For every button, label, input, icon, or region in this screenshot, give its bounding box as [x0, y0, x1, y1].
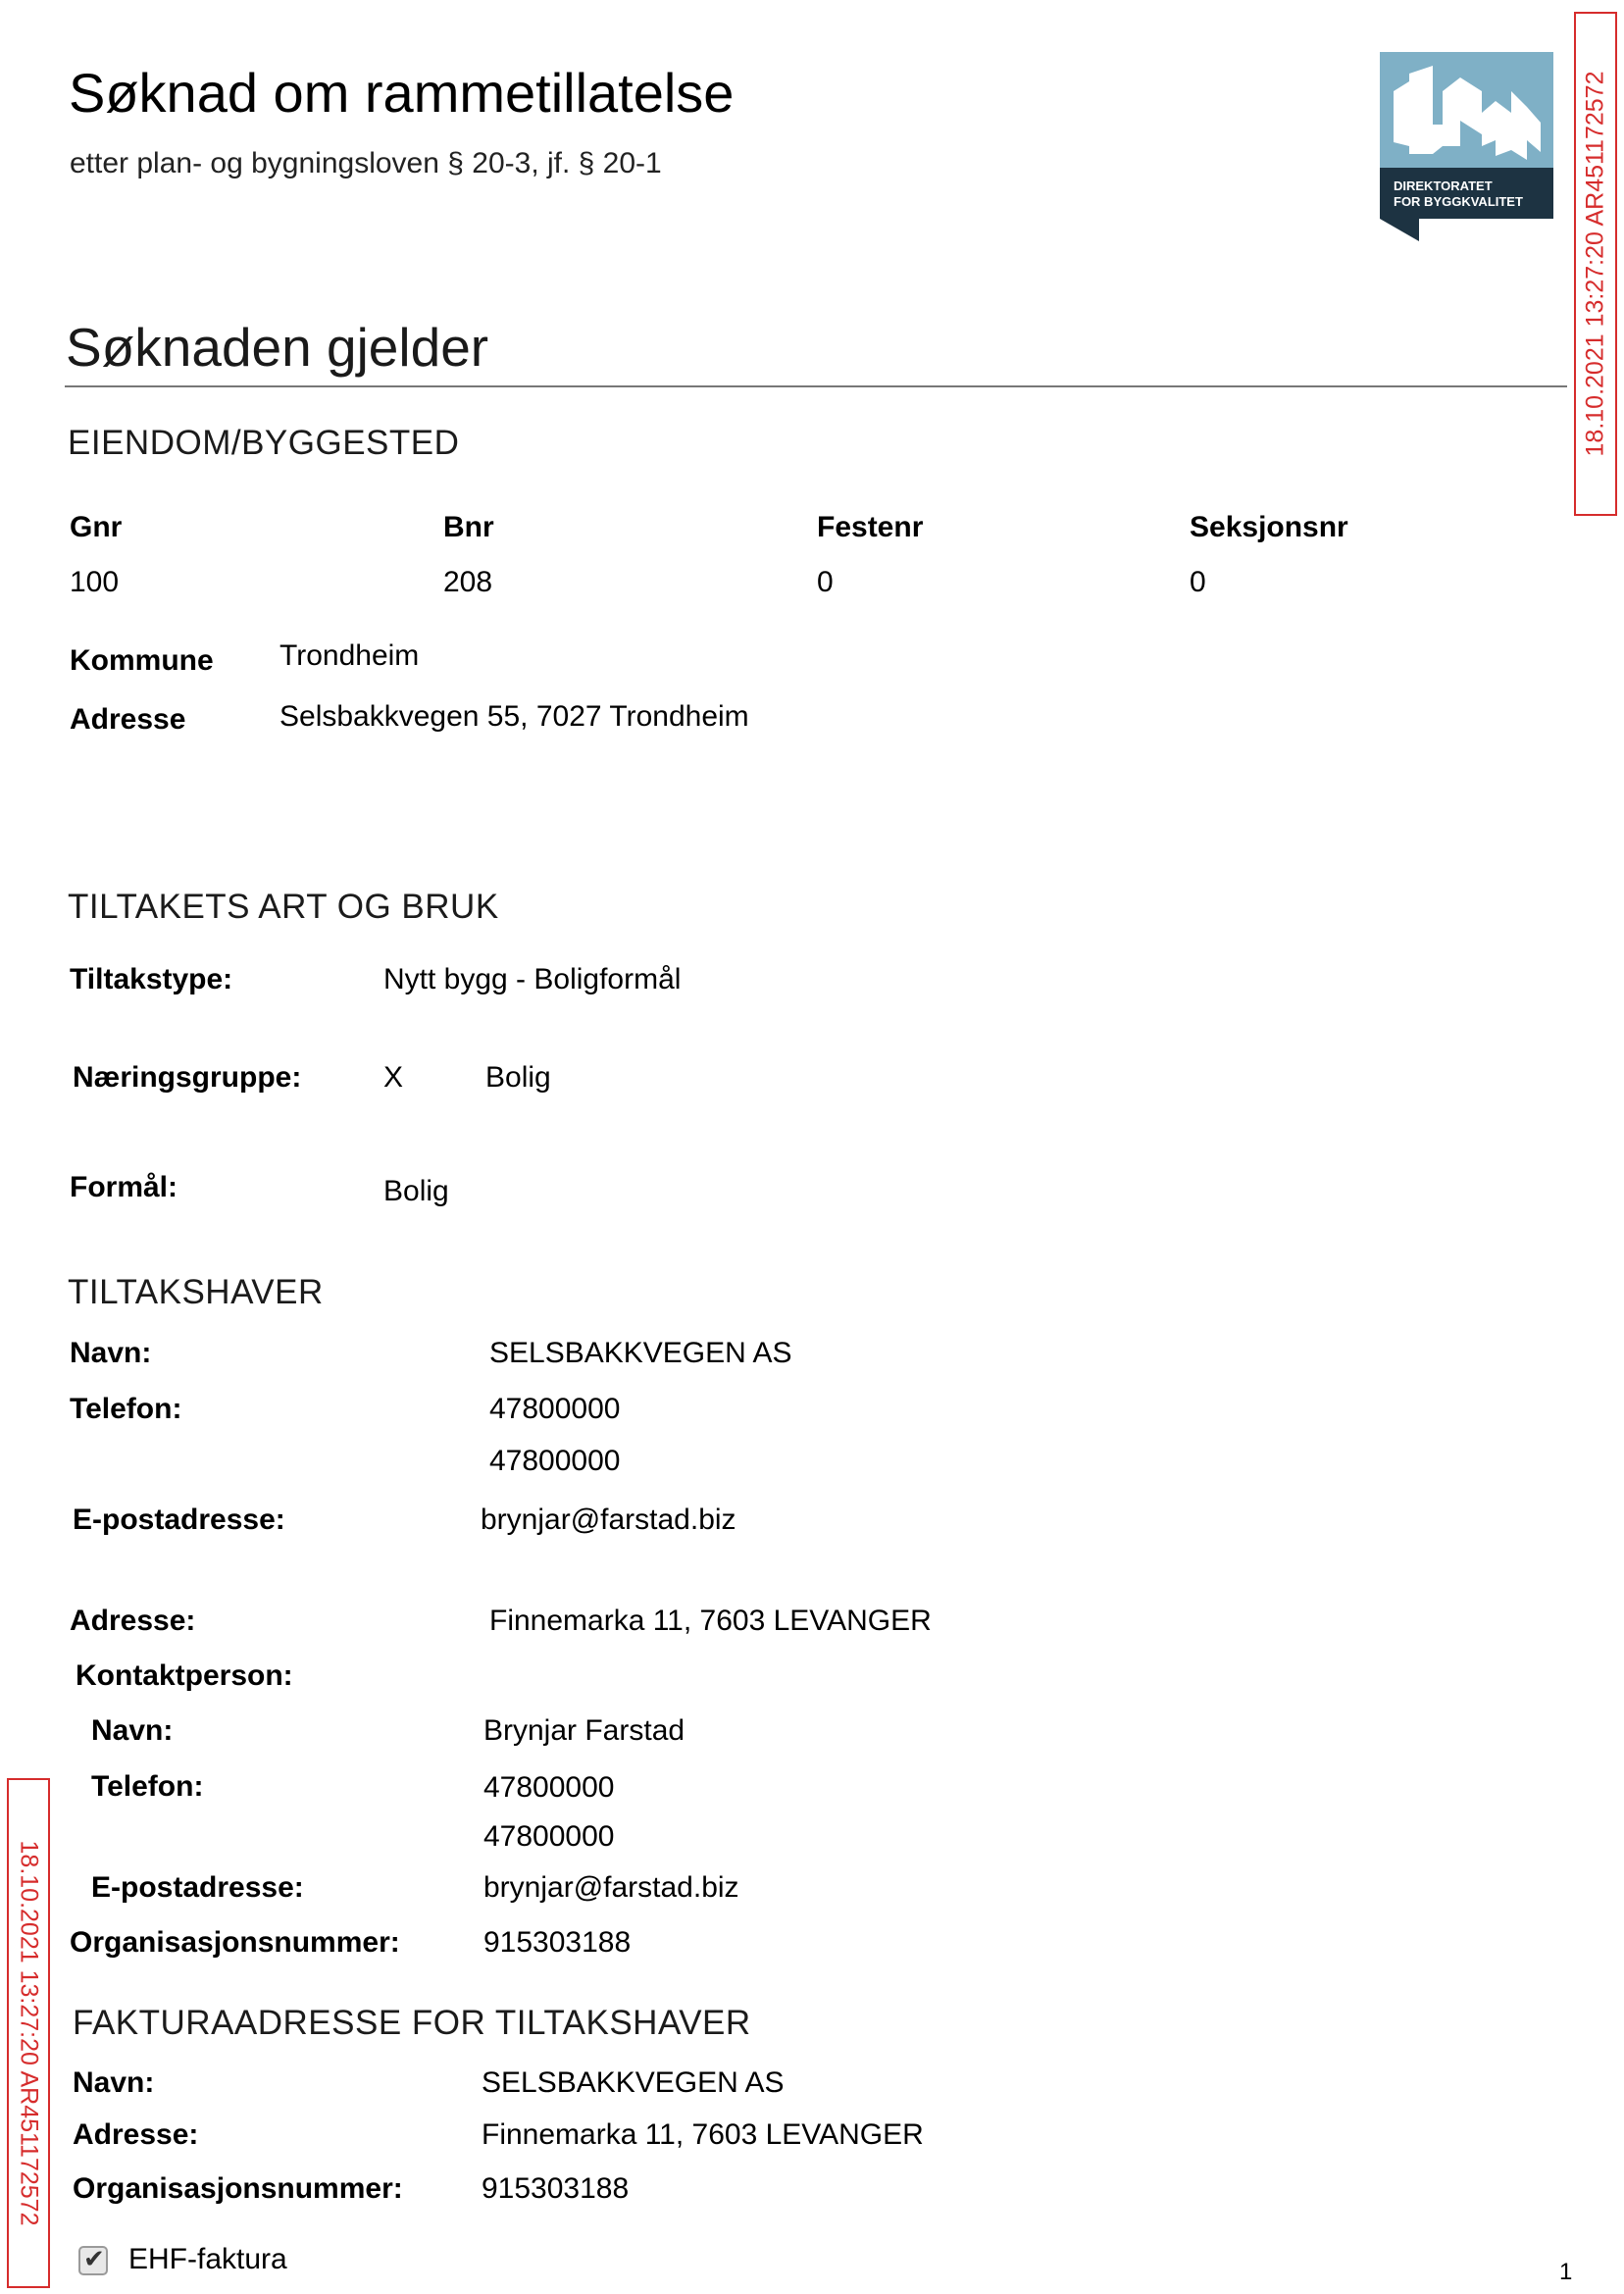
tiltakshaver-orgnr-value: 915303188 [483, 1926, 632, 1959]
section-heading-eiendom: EIENDOM/BYGGESTED [68, 424, 460, 462]
dibk-logo [1380, 52, 1553, 241]
kommune-label: Kommune [70, 644, 214, 677]
seksjonsnr-label: Seksjonsnr [1190, 511, 1348, 543]
seksjonsnr-value: 0 [1190, 566, 1206, 598]
section-heading-tiltak: TILTAKETS ART OG BRUK [68, 888, 499, 926]
formaal-label: Formål: [70, 1171, 178, 1203]
naeringsgruppe-label: Næringsgruppe: [73, 1061, 302, 1094]
faktura-adresse-value: Finnemarka 11, 7603 LEVANGER [482, 2118, 924, 2151]
tiltakstype-value: Nytt bygg - Boligformål [383, 963, 682, 995]
naeringsgruppe-code: X [383, 1061, 404, 1094]
kontaktperson-epost-label: E-postadresse: [91, 1871, 304, 1904]
gnr-value: 100 [70, 566, 120, 598]
adresse-value: Selsbakkvegen 55, 7027 Trondheim [279, 700, 749, 733]
faktura-orgnr-label: Organisasjonsnummer: [73, 2172, 403, 2205]
bnr-value: 208 [443, 566, 493, 598]
document-title: Søknad om rammetillatelse [69, 62, 735, 124]
tiltakshaver-navn-label: Navn: [70, 1337, 152, 1369]
kontaktperson-epost-value: brynjar@farstad.biz [483, 1871, 739, 1904]
ehf-faktura-checkbox[interactable] [78, 2246, 108, 2275]
tiltakshaver-epost-label: E-postadresse: [73, 1504, 285, 1536]
section-heading-faktura: FAKTURAADRESSE FOR TILTAKSHAVER [73, 2004, 751, 2042]
tiltakshaver-telefon2-value: 47800000 [489, 1445, 621, 1477]
stamp-text-top: 18.10.2021 13:27:20 AR451172572 [1581, 71, 1609, 457]
faktura-navn-label: Navn: [73, 2066, 155, 2099]
faktura-navn-value: SELSBAKKVEGEN AS [482, 2066, 785, 2099]
festenr-label: Festenr [817, 511, 924, 543]
tiltakshaver-adresse-value: Finnemarka 11, 7603 LEVANGER [489, 1605, 932, 1637]
tiltakstype-label: Tiltakstype: [70, 963, 233, 995]
adresse-label: Adresse [70, 703, 186, 736]
kontaktperson-navn-value: Brynjar Farstad [483, 1714, 685, 1747]
kontaktperson-telefon-value: 47800000 [483, 1771, 615, 1804]
tiltakshaver-telefon-label: Telefon: [70, 1393, 182, 1425]
page-number: 1 [1559, 2259, 1573, 2285]
document-subtitle: etter plan- og bygningsloven § 20-3, jf. § 20-1 [70, 147, 662, 179]
festenr-value: 0 [817, 566, 834, 598]
stamp-text-bottom: 18.10.2021 13:27:20 AR451172572 [15, 1840, 43, 2226]
receipt-stamp-bottom [7, 1778, 50, 2288]
tiltakshaver-navn-value: SELSBAKKVEGEN AS [489, 1337, 792, 1369]
receipt-stamp-top [1574, 12, 1617, 516]
checkmark-icon: ✔ [83, 2244, 105, 2273]
naeringsgruppe-value: Bolig [485, 1061, 551, 1094]
tiltakshaver-epost-value: brynjar@farstad.biz [481, 1504, 736, 1536]
tiltakshaver-adresse-label: Adresse: [70, 1605, 196, 1637]
kontaktperson-label: Kontaktperson: [76, 1659, 293, 1692]
kontaktperson-telefon-label: Telefon: [91, 1770, 204, 1803]
logo-text-line1: DIREKTORATET [1394, 178, 1493, 193]
logo-text-line2: FOR BYGGKVALITET [1394, 194, 1523, 209]
kommune-value: Trondheim [279, 639, 420, 672]
main-heading: Søknaden gjelder [66, 317, 489, 378]
heading-divider [65, 385, 1567, 387]
tiltakshaver-orgnr-label: Organisasjonsnummer: [70, 1926, 400, 1959]
kontaktperson-navn-label: Navn: [91, 1714, 174, 1747]
bnr-label: Bnr [443, 511, 494, 543]
section-heading-tiltakshaver: TILTAKSHAVER [68, 1273, 324, 1311]
tiltakshaver-telefon-value: 47800000 [489, 1393, 621, 1425]
faktura-orgnr-value: 915303188 [482, 2172, 630, 2205]
gnr-label: Gnr [70, 511, 123, 543]
faktura-adresse-label: Adresse: [73, 2118, 199, 2151]
formaal-value: Bolig [383, 1175, 449, 1207]
kontaktperson-telefon2-value: 47800000 [483, 1820, 615, 1853]
ehf-faktura-label: EHF-faktura [128, 2243, 287, 2275]
